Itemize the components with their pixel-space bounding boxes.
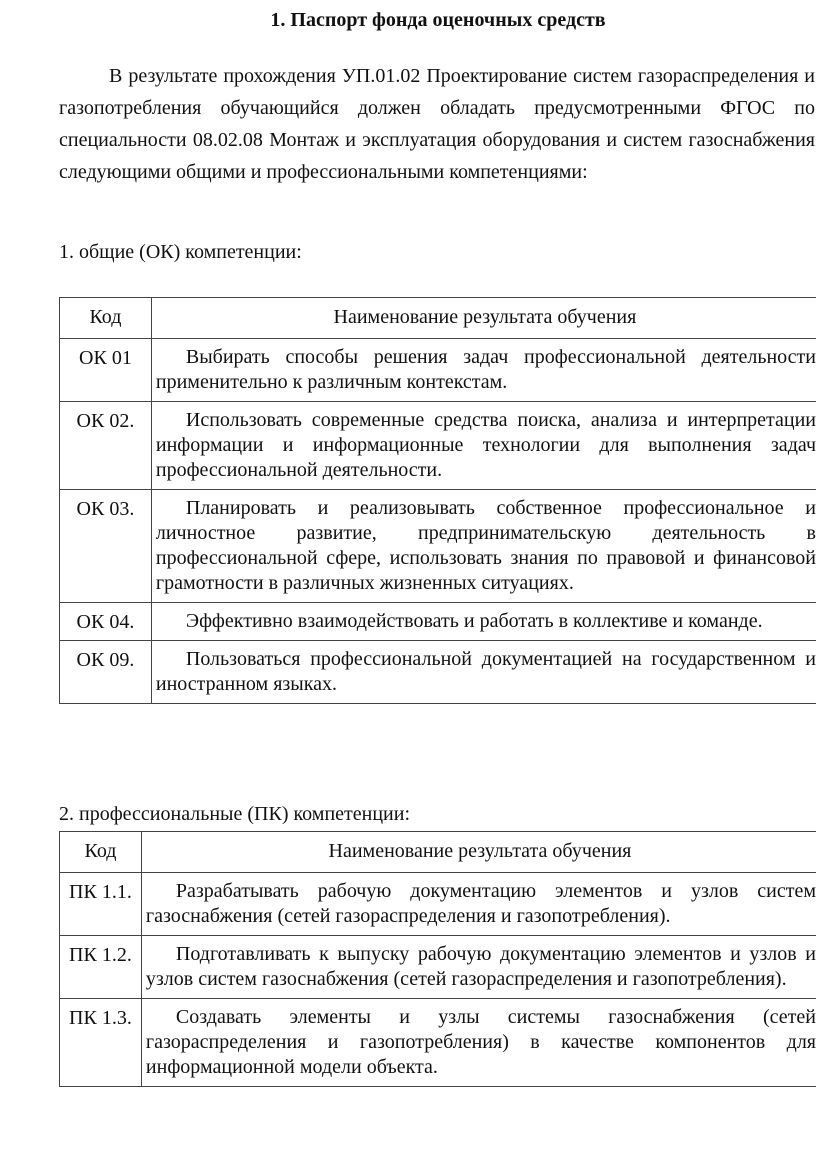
competency-description: Использовать современные средства поиска, анализа и интерпретации информации и информационные технологии для выполнения задач профессиональной деятельности. (151, 402, 816, 490)
page-title: 1. Паспорт фонда оценочных средств (270, 9, 606, 31)
professional-competencies-table (59, 831, 816, 1087)
competency-code: ОК 01 (60, 339, 152, 402)
competency-description: Пользоваться профессиональной документацией на государственном и иностранном языках. (151, 641, 816, 704)
table-row (60, 873, 816, 936)
competency-code: ПК 1.2. (60, 936, 142, 999)
general-competencies-heading: 1. общие (ОК) компетенции: (59, 241, 302, 263)
general-competencies-table (59, 297, 816, 704)
table-row (60, 999, 816, 1087)
competency-description: Разрабатывать рабочую документацию элементов и узлов систем газоснабжения (сетей газораспределения и газопотребления). (141, 873, 816, 936)
competency-code: ОК 03. (60, 490, 152, 603)
competency-description: Создавать элементы и узлы системы газоснабжения (сетей газораспределения и газопотребления) в качестве компонентов для информационной модели объекта. (141, 999, 816, 1087)
table-row (60, 936, 816, 999)
table-row (60, 641, 816, 704)
competency-description: Эффективно взаимодействовать и работать в коллективе и команде. (151, 603, 816, 641)
table-header-row (60, 832, 816, 873)
competency-description: Подготавливать к выпуску рабочую документацию элементов и узлов и узлов систем газоснабжения (сетей газораспределения и газопотребления). (141, 936, 816, 999)
table-header-row (60, 298, 816, 339)
professional-competencies-heading: 2. профессиональные (ПК) компетенции: (59, 803, 411, 825)
competency-description: Выбирать способы решения задач профессиональной деятельности применительно к различным контекстам. (151, 339, 816, 402)
column-header-code: Код (60, 832, 142, 873)
column-header-name: Наименование результата обучения (151, 298, 816, 339)
table-row (60, 603, 816, 641)
column-header-name: Наименование результата обучения (141, 832, 816, 873)
competency-description: Планировать и реализовывать собственное профессиональное и личностное развитие, предпринимательскую деятельность в профессиональной сфере, использовать знания по правовой и финансовой грамотности в различных жизненных ситуациях. (151, 490, 816, 603)
competency-code: ПК 1.3. (60, 999, 142, 1087)
table-row (60, 490, 816, 603)
table-row (60, 339, 816, 402)
competency-code: ПК 1.1. (60, 873, 142, 936)
intro-paragraph: В результате прохождения УП.01.02 Проектирование систем газораспределения и газопотребления обучающийся должен обладать предусмотренными ФГОС по специальности 08.02.08 Монтаж и эксплуатация оборудования и систем газоснабжения следующими общими и профессиональными компетенциями: (59, 65, 815, 183)
competency-code: ОК 09. (60, 641, 152, 704)
table-row (60, 402, 816, 490)
competency-code: ОК 04. (60, 603, 152, 641)
column-header-code: Код (60, 298, 152, 339)
competency-code: ОК 02. (60, 402, 152, 490)
